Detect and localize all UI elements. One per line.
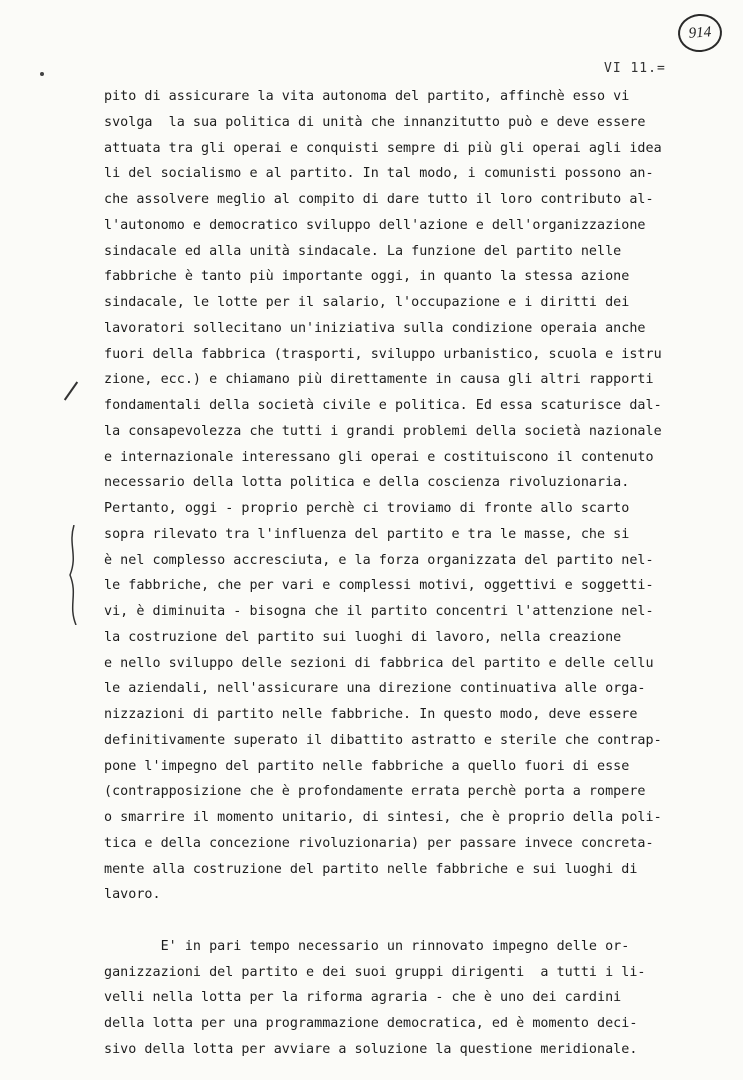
text-line: mente alla costruzione del partito nelle fabbriche e sui luoghi di [104,861,638,877]
text-line: della lotta per una programmazione democratica, ed è momento deci- [104,1016,638,1031]
text-line: tica e della concezione rivoluzionaria) per passare invece concreta- [104,835,654,851]
text-line: (contrapposizione che è profondamente errata perchè porta a rompere [104,784,646,800]
text-line: lavoro. [104,887,161,903]
text-line: sindacale ed alla unità sindacale. La funzione del partito nelle [104,243,622,259]
text-line: attuata tra gli operai e conquisti sempre di più gli operai agli idea [104,140,662,156]
text-line [104,908,729,934]
margin-slash-mark [64,381,78,400]
text-line: sindacale, le lotte per il salario, l'occupazione e i diritti dei [104,295,630,310]
page-number-stamp: 914 [677,13,724,54]
text-line: lavoratori sollecitano un'iniziativa sulla condizione operaia anche [104,320,646,336]
text-line: o smarrire il momento unitario, di sintesi, che è proprio della poli- [104,810,662,825]
text-line: sopra rilevato tra l'influenza del partito e tra le masse, che si [104,526,630,542]
text-line: fuori della fabbrica (trasporti, sviluppo urbanistico, scuola e istru [104,346,662,362]
page-reference: VI 11.= [604,61,666,76]
text-line: fabbriche è tanto più importante oggi, in quanto la stessa azione [104,269,630,285]
text-line: pone l'impegno del partito nelle fabbriche a quello fuori di esse [104,758,630,774]
text-line: definitivamente superato il dibattito astratto e sterile che contrap- [104,732,662,748]
text-line: E' in pari tempo necessario un rinnovato impegno delle or- [104,938,630,954]
text-line: le fabbriche, che per vari e complessi motivi, oggettivi e soggetti- [104,578,654,594]
text-line: li del socialismo e al partito. In tal modo, i comunisti possono an- [104,166,654,182]
text-line: l'autonomo e democratico sviluppo dell'azione e dell'organizzazione [104,217,646,233]
text-line: la consapevolezza che tutti i grandi problemi della società nazionale [104,423,662,439]
text-line: le aziendali, nell'assicurare una direzione continuativa alle orga- [104,681,646,697]
text-line: necessario della lotta politica e della coscienza rivoluzionaria. [104,475,630,491]
text-line: fondamentali della società civile e politica. Ed essa scaturisce dal- [104,398,662,413]
text-line: pito di assicurare la vita autonoma del partito, affinchè esso vi [104,89,630,104]
text-line: sivo della lotta per avviare a soluzione la questione meridionale. [104,1041,638,1057]
margin-dot [40,72,44,76]
text-line: ganizzazioni del partito e dei suoi gruppi dirigenti a tutti i li- [104,964,646,980]
text-line: e internazionale interessano gli operai e costituiscono il contenuto [104,449,654,465]
text-line: Pertanto, oggi - proprio perchè ci troviamo di fronte allo scarto [104,501,630,516]
text-line: velli nella lotta per la riforma agraria - che è uno dei cardini [104,990,622,1006]
margin-brace-mark [64,525,82,625]
text-line: la costruzione del partito sui luoghi di lavoro, nella creazione [104,629,622,645]
text-line: svolga la sua politica di unità che innanzitutto può e deve essere [104,114,646,130]
body-text [104,84,729,1063]
text-line: e nello sviluppo delle sezioni di fabbrica del partito e delle cellu [104,655,654,671]
text-line: nizzazioni di partito nelle fabbriche. In questo modo, deve essere [104,707,638,722]
text-line: vi, è diminuita - bisogna che il partito concentri l'attenzione nel- [104,604,654,619]
text-line: è nel complesso accresciuta, e la forza organizzata del partito nel- [104,552,654,568]
text-line: che assolvere meglio al compito di dare tutto il loro contributo al- [104,192,654,207]
text-line: zione, ecc.) e chiamano più direttamente in causa gli altri rapporti [104,372,654,388]
